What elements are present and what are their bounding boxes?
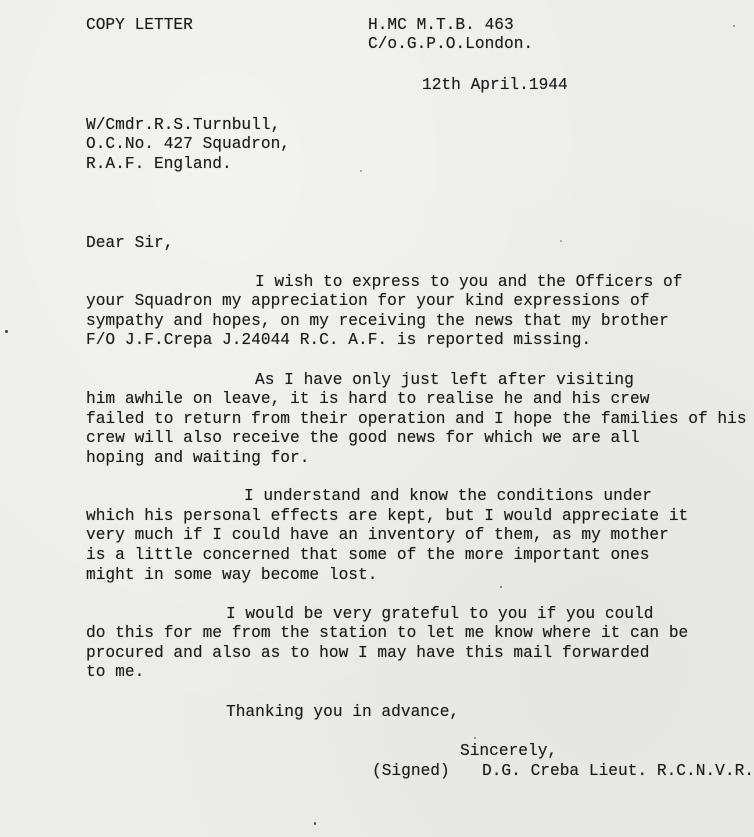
paragraph-4-line-1: I would be very grateful to you if you could	[226, 605, 654, 623]
copy-letter-label: COPY LETTER	[86, 16, 193, 34]
signed-label: (Signed)	[372, 762, 450, 780]
paper-speck	[5, 330, 8, 333]
paragraph-4-line-3: procured and also as to how I may have this mail forwarded	[86, 644, 650, 662]
paragraph-2-line-4: crew will also receive the good news for which we are all	[86, 429, 640, 447]
salutation: Dear Sir,	[86, 234, 174, 252]
paper-speck	[314, 822, 316, 825]
paragraph-3-line-1: I understand and know the conditions under	[244, 487, 652, 505]
paragraph-4-line-2: do this for me from the station to let me know where it can be	[86, 624, 689, 642]
paper-speck	[560, 240, 562, 242]
sender-address-line-1: H.MC M.T.B. 463	[368, 16, 514, 34]
paragraph-1-line-3: sympathy and hopes, on my receiving the news that my brother	[86, 312, 669, 330]
signatory-name: D.G. Creba Lieut. R.C.N.V.R.	[482, 762, 754, 780]
recipient-line-1: W/Cmdr.R.S.Turnbull,	[86, 116, 281, 134]
paper-speck	[474, 737, 476, 739]
letter-date: 12th April.1944	[422, 76, 568, 94]
paper-speck	[733, 25, 735, 27]
paragraph-1-line-1: I wish to express to you and the Officers of	[255, 273, 683, 291]
paragraph-2-line-2: him awhile on leave, it is hard to realise he and his crew	[86, 390, 650, 408]
paragraph-2-line-3: failed to return from their operation and I hope the families of his	[86, 410, 747, 428]
paragraph-2-line-5: hoping and waiting for.	[86, 449, 310, 467]
paragraph-3-line-5: might in some way become lost.	[86, 566, 378, 584]
paper-speck	[360, 170, 362, 172]
sender-address-line-2: C/o.G.P.O.London.	[368, 35, 534, 53]
paragraph-1-line-4: F/O J.F.Crepa J.24044 R.C. A.F. is reported missing.	[86, 331, 592, 349]
closing-valediction: Sincerely,	[460, 742, 558, 760]
paper-speck	[500, 586, 502, 588]
paragraph-3-line-3: very much if I could have an inventory of them, as my mother	[86, 526, 669, 544]
paragraph-3-line-2: which his personal effects are kept, but I would appreciate it	[86, 507, 689, 525]
paragraph-3-line-4: is a little concerned that some of the more important ones	[86, 546, 650, 564]
recipient-line-2: O.C.No. 427 Squadron,	[86, 135, 290, 153]
closing-thanks: Thanking you in advance,	[226, 703, 460, 721]
paragraph-4-line-4: to me.	[86, 663, 145, 681]
recipient-line-3: R.A.F. England.	[86, 155, 232, 173]
paragraph-2-line-1: As I have only just left after visiting	[255, 371, 634, 389]
paragraph-1-line-2: your Squadron my appreciation for your kind expressions of	[86, 292, 650, 310]
